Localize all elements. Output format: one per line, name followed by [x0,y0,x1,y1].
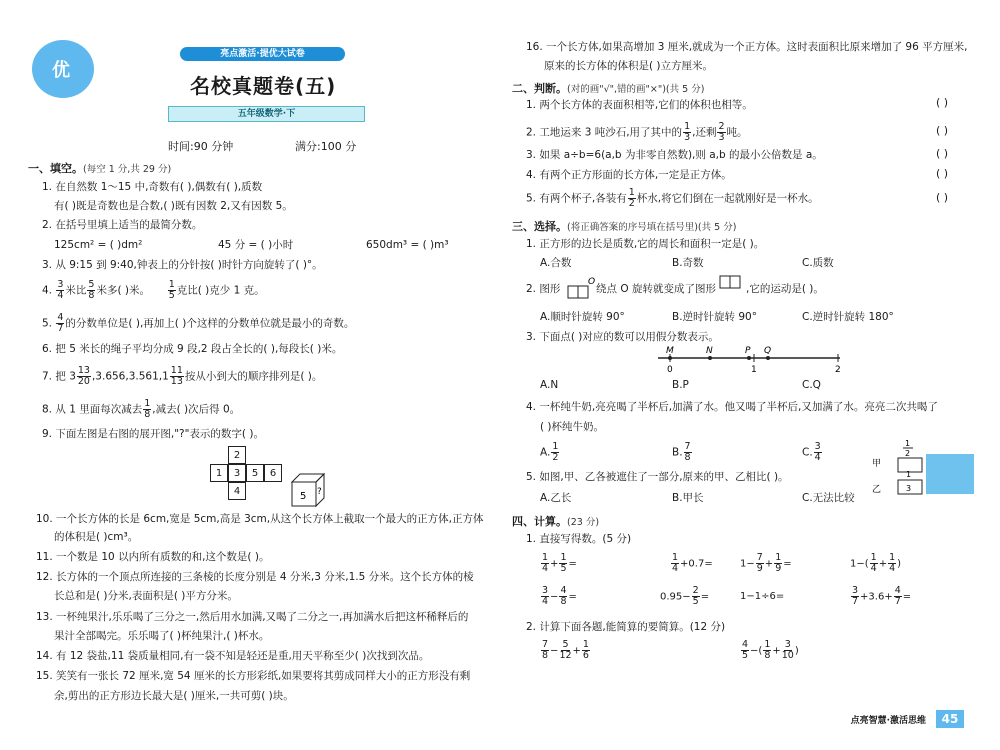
k2-text: 2. 计算下面各题,能简算的要简算。(12 分) [526,621,726,633]
j2-end: 吨。 [726,126,748,139]
j2-lead: 2. 工地运来 3 吨沙石,用了其中的 [526,126,683,139]
q7-mid: ,3.656,3.561,1 [91,370,169,383]
c1-option-a[interactable]: A.合数 [540,257,572,269]
c3-option-b[interactable]: B.P [672,379,689,391]
badge-text: 优 [52,60,70,81]
q16-line1: 16. 一个长方体,如果高增加 3 厘米,就成为一个正方体。这时表面积比原来增加了 96 平方厘米, [526,41,968,53]
tick-0: 0 [667,365,673,375]
point-p: P [745,346,751,356]
number-line [650,346,850,374]
numerator: 2 [718,121,725,132]
net-cell: 3 [228,464,246,482]
j3-text: 3. 如果 a÷b=6(a,b 为非零自然数),则 a,b 的最小公倍数是 a。 [526,149,823,161]
c3-option-c[interactable]: C.Q [802,379,821,391]
section-title: 三、选择。 [512,220,567,233]
q7-lead: 7. 把 3 [42,370,76,383]
denominator: 8 [88,290,95,301]
q11-text: 11. 一个数是 10 以内所有质数的和,这个数是( )。 [36,551,270,563]
point-m: M [666,346,674,356]
section-calc [512,513,599,529]
section-fill-blank [28,160,171,176]
tick-2: 2 [835,365,841,375]
denominator: 2 [628,198,635,209]
svg-text:3: 3 [906,484,912,493]
c5-text: 5. 如图,甲、乙各被遮住了一部分,原来的甲、乙相比( )。 [526,471,789,483]
q5-num: 5. [42,317,53,330]
fraction [143,399,151,420]
c3-option-a[interactable]: A.N [540,379,559,391]
point-q: Q [764,346,772,356]
calc-item: 1− $\frac{7}{9}$ + $\frac{1}{9}$ = [740,552,792,574]
q4-num: 4. [42,284,53,297]
calc-item: 1−( $\frac{1}{4}$ + $\frac{1}{4}$ ) [850,552,902,574]
q2a: 125cm² = ( )dm² [54,239,143,251]
opt-letter: C. [802,446,813,459]
c4-option-a[interactable] [540,442,560,463]
svg-text:2: 2 [905,449,911,458]
c5-option-a[interactable]: A.乙长 [540,492,572,504]
footer-slogan: 点亮智慧·激活思维 [850,716,926,726]
c5-option-c[interactable]: C.无法比较 [802,492,855,504]
numerator: 1 [628,187,635,198]
q8-text [42,399,240,420]
section-note: (23 分) [567,517,600,528]
q14-text: 14. 有 12 袋盐,11 袋质量相同,有一袋不知是轻还是重,用天平称至少( )次找到次品。 [36,650,430,662]
q2c: 650dm³ = ( )m³ [366,239,449,251]
denominator: 3 [684,132,691,143]
section-judge [512,80,704,96]
q5-text [42,313,354,334]
c1-option-c[interactable]: C.质数 [802,257,834,269]
calc-item: $\frac{1}{4}$ + $\frac{1}{5}$ = [542,552,577,574]
q2b: 45 分 = ( )小时 [218,239,294,251]
svg-text:O: O [588,277,596,287]
net-cell: 5 [246,464,264,482]
q13-line1: 13. 一杯纯果汁,乐乐喝了三分之一,然后用水加满,又喝了二分之一,再加满水后把这杯稀释后的 [36,611,469,623]
numerator: 1 [168,279,175,290]
numerator: 3 [814,441,821,452]
j2-mid: ,还剩 [692,126,717,139]
section-note: (将正确答案的序号填在括号里)(共 5 分) [567,222,737,233]
section-note: (对的画"√",错的画"×")(共 5 分) [567,84,705,95]
denominator: 8 [684,452,691,463]
c2-option-a[interactable]: A.顺时针旋转 90° [540,311,625,323]
denominator: 2 [552,452,559,463]
q13-line2: 果汁全部喝完。乐乐喝了( )杯纯果汁,( )杯水。 [54,630,270,642]
fraction [168,280,176,301]
frac-third: 1 [906,470,912,479]
c4-line2: ( )杯纯牛奶。 [540,421,605,433]
label-yi: 乙 [872,485,882,495]
denominator: 5 [168,290,175,301]
q4-mid2: 米多( )米。 [96,284,150,297]
j2-text [526,122,748,143]
right-page [500,0,1000,750]
full-score: 满分:100 分 [295,140,357,153]
header-banner: 亮点激活·提优大试卷 [180,47,345,61]
denominator: 7 [57,323,64,334]
bar-comparison-figure [870,436,980,500]
denominator: 20 [77,376,90,387]
opt-letter: B. [672,446,683,459]
numerator: 1 [552,441,559,452]
label-jia: 甲 [872,459,882,469]
c2-lead: 2. 图形 [526,283,561,295]
page-number: 45 [936,710,964,728]
k1-text: 1. 直接写得数。(5 分) [526,533,632,545]
q9-text: 9. 下面左图是右图的展开图,"?"表示的数字( )。 [42,428,264,440]
q4-mid: 米比 [65,284,87,297]
c4-option-b[interactable] [672,442,693,463]
j4-text: 4. 有两个正方形面的长方体,一定是正方体。 [526,169,732,181]
numerator: 11 [170,365,183,376]
q15-line1: 15. 笑笑有一张长 72 厘米,宽 54 厘米的长方形彩纸,如果要将其剪成同样大小的正方形没有剩 [36,670,471,682]
j5-lead: 5. 有两个杯子,各装有 [526,192,627,205]
c2-end: ,它的运动是( )。 [746,283,824,295]
answer-paren[interactable]: ( ) [936,191,949,204]
fraction [87,280,95,301]
q16-line2: 原来的长方体的体积是( )立方厘米。 [544,60,714,72]
q12-line1: 12. 长方体的一个顶点所连接的三条棱的长度分别是 4 分米,3 分米,1.5 分米。这个长方体的棱 [36,571,474,583]
cube-figure [290,472,330,508]
fraction [628,188,636,209]
answer-paren[interactable]: ( ) [936,147,949,160]
fraction [814,442,822,463]
answer-paren[interactable]: ( ) [936,96,949,109]
section-title: 一、填空。 [28,162,83,175]
c1-option-b[interactable]: B.奇数 [672,257,704,269]
q2-text: 2. 在括号里填上适当的最简分数。 [42,219,203,231]
frac-half: 1 [905,439,911,448]
section-note: (每空 1 分,共 29 分) [83,164,172,175]
net-cell: 4 [228,482,246,500]
numerator: 1 [684,121,691,132]
page-title: 名校真题卷(五) [190,74,337,98]
time-limit: 时间:90 分钟 [168,140,234,153]
calc-item: $\frac{4}{5}$ −( $\frac{1}{8}$ + $\frac{3}{10}$ ) [742,639,799,661]
fraction [56,280,64,301]
numerator: 5 [88,279,95,290]
shape-after [718,274,746,302]
fraction [717,122,725,143]
section-title: 四、计算。 [512,515,567,528]
section-choice [512,218,736,234]
calc-item: $\frac{1}{4}$ +0.7= [672,552,713,574]
fraction [551,442,559,463]
grade-strip: 五年级数学·下 [168,106,365,122]
j5-text [526,188,819,209]
denominator: 4 [814,452,821,463]
net-cell: 1 [210,464,228,482]
c3-text: 3. 下面点( )对应的数可以用假分数表示。 [526,331,719,343]
q7-text [42,366,322,387]
q6-text: 6. 把 5 米长的绳子平均分成 9 段,2 段占全长的( ),每段长( )米。 [42,343,343,355]
denominator: 3 [718,132,725,143]
c2-option-c[interactable]: C.逆时针旋转 180° [802,311,894,323]
denominator: 8 [144,409,151,420]
shape-before [566,274,594,302]
fraction [684,442,692,463]
net-cell: 2 [228,446,246,464]
fraction [56,313,64,334]
calc-item: $\frac{3}{4}$ − $\frac{4}{8}$ = [542,585,577,607]
calc-item: 1−1÷6= [740,591,785,602]
q1-line1: 1. 在自然数 1～15 中,奇数有( ),偶数有( ),质数 [42,181,263,193]
q5-rest: 的分数单位是( ),再加上( )个这样的分数单位就是最小的奇数。 [65,317,355,330]
opt-letter: A. [540,446,551,459]
numerator: 1 [144,398,151,409]
tick-1: 1 [751,365,757,375]
numerator: 13 [77,365,90,376]
denominator: 13 [170,376,183,387]
c5-option-b[interactable]: B.甲长 [672,492,704,504]
fraction [683,122,691,143]
q12-line2: 长总和是( )分米,表面积是( )平方分米。 [54,590,238,602]
j1-text: 1. 两个长方体的表面积相等,它们的体积也相等。 [526,99,753,111]
cube-side-label: ? [317,487,322,497]
c2-mid: 绕点 O 旋转就变成了图形 [596,283,716,295]
numerator: 4 [57,312,64,323]
q3-text: 3. 从 9:15 到 9:40,钟表上的分针按( )时针方向旋转了( )°。 [42,259,323,271]
c1-text: 1. 正方形的边长是质数,它的周长和面积一定是( )。 [526,238,765,250]
q8-rest: ,减去( )次后得 0。 [152,403,241,416]
fraction [170,366,184,387]
c4-option-c[interactable] [802,442,823,463]
calc-item: $\frac{7}{8}$ − $\frac{5}{12}$ + $\frac{1}{6}$ [542,639,589,661]
numerator: 3 [57,279,64,290]
section-title: 二、判断。 [512,82,567,95]
calc-item: 0.95− $\frac{2}{5}$ = [660,585,710,607]
fraction [77,366,91,387]
answer-paren[interactable]: ( ) [936,167,949,180]
q15-line2: 余,剪出的正方形边长最大是( )厘米,一共可剪( )块。 [54,690,294,702]
denominator: 4 [57,290,64,301]
j5-rest: 杯水,将它们倒在一起就刚好是一杯水。 [636,192,819,205]
q1-line2: 有( )既是奇数也是合数,( )既有因数 2,又有因数 5。 [54,200,293,212]
point-n: N [706,346,713,356]
calc-item: $\frac{3}{7}$ +3.6+ $\frac{4}{7}$ = [852,585,912,607]
q4-end: 克比( )克少 1 克。 [176,284,265,297]
c2-option-b[interactable]: B.逆时针旋转 90° [672,311,757,323]
cube-net [210,446,300,506]
q7-rest: 按从小到大的顺序排列是( )。 [184,370,323,383]
q4-text [42,280,265,301]
q10-line2: 的体积是( )cm³。 [54,531,139,543]
answer-paren[interactable]: ( ) [936,124,949,137]
cube-front-label: 5 [300,491,307,502]
q8-lead: 8. 从 1 里面每次减去 [42,403,143,416]
q10-line1: 10. 一个长方体的长是 6cm,宽是 5cm,高是 3cm,从这个长方体上截取一个最大的正方体,正方体 [36,513,484,525]
c4-line1: 4. 一杯纯牛奶,亮亮喝了半杯后,加满了水。他又喝了半杯后,又加满了水。亮亮二次共喝了 [526,401,938,413]
net-cell: 6 [264,464,282,482]
numerator: 7 [684,441,691,452]
